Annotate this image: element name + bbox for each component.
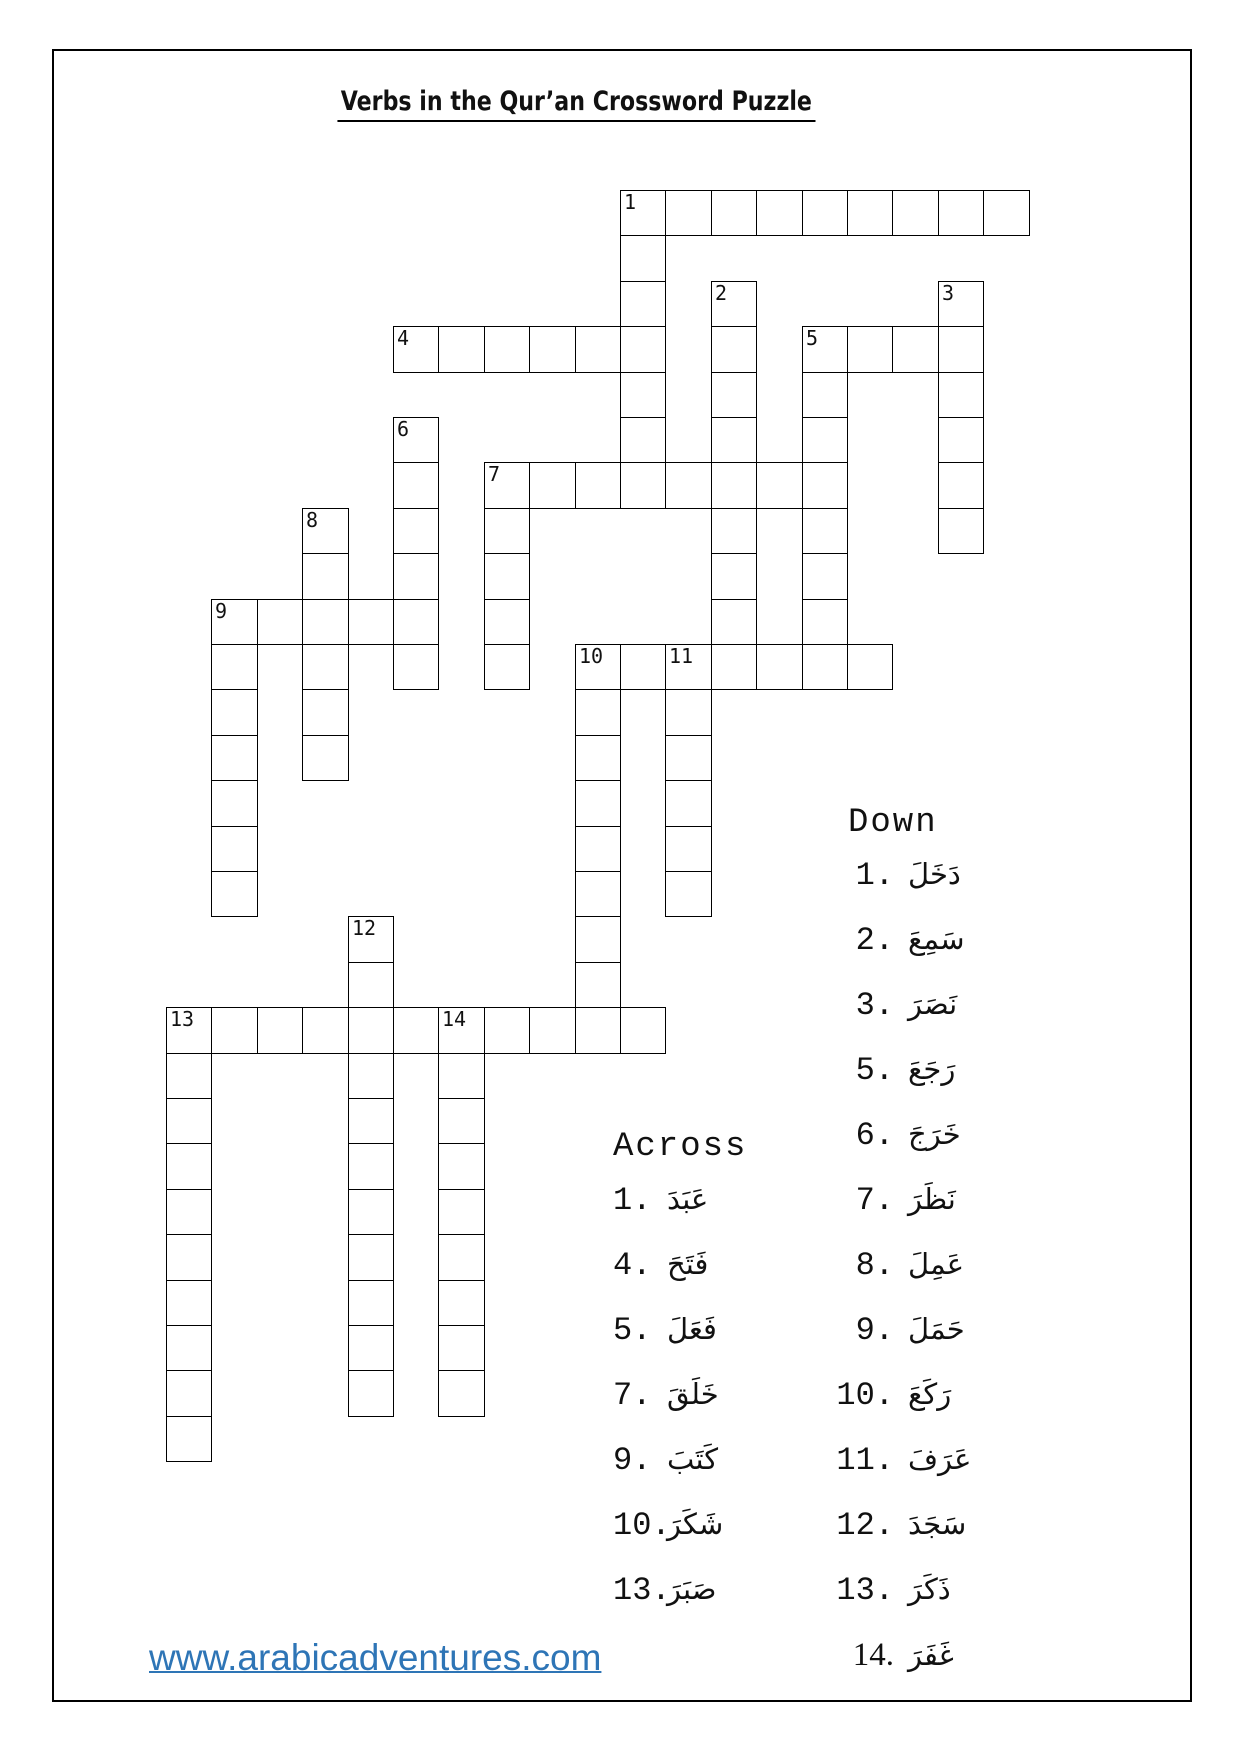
across-clue-arabic-word: فَعَلَ [667,1312,717,1346]
grid-cell [575,871,621,917]
grid-cell [393,508,439,554]
grid-cell [938,281,984,327]
across-heading: Across [613,1128,748,1166]
title-row [0,86,1152,122]
grid-cell-number: 4 [397,326,410,350]
grid-cell [665,826,712,872]
down-clue-1 [790,857,961,894]
down-clue-arabic-word: خَرَجَ [908,1117,961,1151]
grid-cell [211,735,258,781]
grid-cell [348,1280,394,1326]
grid-cell [438,1280,485,1326]
grid-cell-number: 13 [170,1007,195,1031]
across-clue-5 [613,1312,717,1349]
grid-cell [802,462,848,509]
grid-cell [983,190,1030,236]
grid-cell [302,644,349,690]
down-clue-number: 11. [836,1442,894,1479]
grid-cell [756,190,803,236]
grid-cell [348,1143,394,1190]
grid-cell [620,1007,666,1054]
grid-cell [438,1007,485,1054]
down-clue-number: 2. [855,922,894,959]
grid-cell [438,1370,485,1417]
grid-cell [484,553,530,600]
down-clue-6 [790,1117,961,1154]
grid-cell-number: 10 [579,644,604,668]
down-clue-number: 10. [836,1377,894,1414]
down-clue-13 [790,1572,951,1609]
grid-cell [802,553,848,600]
down-clue-number: 7. [855,1182,894,1219]
down-clue-2 [790,922,965,959]
grid-cell [302,735,349,781]
grid-cell [802,372,848,418]
grid-cell [348,1325,394,1371]
grid-cell [847,326,893,373]
down-clue-12 [790,1507,966,1544]
grid-cell [393,462,439,509]
grid-cell [620,235,666,282]
down-clue-number: 5. [855,1052,894,1089]
grid-cell [938,508,984,554]
grid-cell [348,599,394,645]
grid-cell [302,553,349,600]
down-clue-7 [790,1182,956,1219]
grid-cell [938,417,984,463]
grid-cell [438,1053,485,1099]
down-clue-number: 6. [855,1117,894,1154]
grid-cell [438,1325,485,1371]
down-clue-arabic-word: ذَكَرَ [908,1572,951,1606]
grid-cell [438,1189,485,1235]
grid-cell [938,190,984,236]
grid-cell [393,326,439,373]
down-clue-number: 1. [855,857,894,894]
grid-cell [665,644,712,690]
grid-cell [575,826,621,872]
down-clue-14 [790,1637,954,1674]
grid-cell [393,644,439,690]
grid-cell [211,644,258,690]
grid-cell [575,735,621,781]
grid-cell [484,1007,530,1054]
grid-cell-number: 11 [669,644,694,668]
across-clue-1 [613,1182,708,1219]
grid-cell [711,553,757,600]
grid-cell [756,644,803,690]
across-clue-number: 13. [613,1572,671,1609]
grid-cell [620,372,666,418]
across-clue-arabic-word: خَلَقَ [667,1377,719,1411]
down-clue-arabic-word: رَجَعَ [908,1052,956,1086]
down-clue-arabic-word: غَفَرَ [908,1638,954,1672]
grid-cell [575,780,621,827]
down-clue-11 [790,1442,971,1479]
grid-cell [575,326,621,373]
grid-cell [211,871,258,917]
across-clue-arabic-word: فَتَحَ [667,1247,709,1281]
down-clue-arabic-word: حَمَلَ [908,1312,965,1346]
grid-cell [348,916,394,963]
down-clue-number: 13. [836,1572,894,1609]
across-clue-arabic-word: عَبَدَ [667,1182,709,1216]
grid-cell [711,190,757,236]
down-clue-arabic-word: عَرَفَ [908,1442,972,1476]
grid-cell-number: 5 [806,326,819,350]
grid-cell [166,1189,212,1235]
grid-cell-number: 6 [397,417,410,441]
grid-cell [802,508,848,554]
grid-cell [711,508,757,554]
grid-cell [438,1234,485,1281]
grid-cell [302,508,349,554]
grid-cell [166,1280,212,1326]
down-clue-arabic-word: نَصَرَ [908,987,958,1021]
grid-cell [665,735,712,781]
down-clue-arabic-word: عَمِلَ [908,1247,965,1281]
grid-cell [665,689,712,736]
across-clue-13 [613,1572,716,1609]
grid-cell [393,417,439,463]
grid-cell [892,190,939,236]
across-clue-number: 10. [613,1507,671,1544]
across-clue-7 [613,1377,719,1414]
grid-cell [484,326,530,373]
across-clue-4 [613,1247,708,1284]
down-clue-9 [790,1312,965,1349]
grid-cell [211,780,258,827]
across-clue-number: 1. [613,1182,652,1219]
grid-cell [348,962,394,1008]
grid-cell [348,1098,394,1144]
grid-cell [620,417,666,463]
grid-cell [665,871,712,917]
grid-cell [166,1143,212,1190]
across-clue-number: 9. [613,1442,652,1479]
grid-cell [802,599,848,645]
grid-cell [438,1143,485,1190]
grid-cell [802,326,848,373]
grid-cell [348,1189,394,1235]
grid-cell [711,281,757,327]
grid-cell [484,508,530,554]
down-clue-arabic-word: رَكَعَ [908,1377,952,1411]
grid-cell [802,644,848,690]
grid-cell [711,599,757,645]
across-clue-arabic-word: صَبَرَ [667,1572,717,1606]
grid-cell [620,644,666,690]
grid-cell [620,190,666,236]
grid-cell [711,326,757,373]
grid-cell [393,1007,439,1054]
down-clue-arabic-word: سَجَدَ [908,1507,967,1541]
grid-cell [711,372,757,418]
across-clue-number: 7. [613,1377,652,1414]
down-clue-number: 12. [836,1507,894,1544]
grid-cell [302,1007,349,1054]
grid-cell [166,1325,212,1371]
down-clue-arabic-word: نَظَرَ [908,1182,956,1216]
grid-cell [166,1234,212,1281]
grid-cell [529,462,576,509]
across-clue-10 [613,1507,723,1544]
grid-cell-number: 9 [215,599,228,623]
grid-cell [620,281,666,327]
grid-cell [393,553,439,600]
grid-cell [211,689,258,736]
down-clue-number: 8. [855,1247,894,1284]
across-clue-arabic-word: كَتَبَ [667,1442,719,1476]
grid-cell [892,326,939,373]
grid-cell-number: 8 [306,508,319,532]
grid-cell [166,1416,212,1462]
down-clue-8 [790,1247,964,1284]
grid-cell [529,1007,576,1054]
grid-cell [257,599,303,645]
grid-cell [484,599,530,645]
grid-cell [166,1370,212,1417]
grid-cell [166,1007,212,1054]
grid-cell [802,190,848,236]
grid-cell [302,599,349,645]
grid-cell-number: 14 [442,1007,467,1031]
down-clue-5 [790,1052,955,1089]
grid-cell [211,826,258,872]
grid-cell [665,462,712,509]
grid-cell [302,689,349,736]
down-clue-10 [790,1377,951,1414]
across-clue-number: 5. [613,1312,652,1349]
grid-cell [711,462,757,509]
grid-cell [211,599,258,645]
grid-cell [166,1098,212,1144]
grid-cell [575,462,621,509]
grid-cell [575,1007,621,1054]
across-clue-arabic-word: شَكَرَ [667,1507,724,1541]
grid-cell [847,190,893,236]
grid-cell [711,417,757,463]
down-heading: Down [848,804,938,842]
grid-cell [711,644,757,690]
grid-cell [938,326,984,373]
grid-cell [665,190,712,236]
grid-cell [484,644,530,690]
down-clue-number: 3. [855,987,894,1024]
grid-cell [529,326,576,373]
grid-cell [802,417,848,463]
down-clue-number: 14. [852,1637,894,1673]
across-clue-9 [613,1442,718,1479]
down-clue-arabic-word: سَمِعَ [908,922,965,956]
grid-cell [166,1053,212,1099]
grid-cell [938,462,984,509]
grid-cell-number: 3 [942,281,955,305]
grid-cell [575,916,621,963]
grid-cell [620,326,666,373]
down-clue-number: 9. [855,1312,894,1349]
grid-cell [938,372,984,418]
grid-cell [756,462,803,509]
grid-cell [438,1098,485,1144]
grid-cell [575,962,621,1008]
grid-cell [575,644,621,690]
grid-cell-number: 7 [488,462,501,486]
grid-cell [393,599,439,645]
grid-cell [257,1007,303,1054]
grid-cell [348,1370,394,1417]
grid-cell [438,326,485,373]
grid-cell [847,644,893,690]
grid-cell [348,1234,394,1281]
grid-cell [665,780,712,827]
grid-cell [348,1053,394,1099]
page-title: Verbs in the Qur’an Crossword Puzzle [337,86,815,122]
down-clue-3 [790,987,957,1024]
grid-cell [484,462,530,509]
grid-cell-number: 12 [352,916,377,940]
grid-cell-number: 1 [624,190,637,214]
across-clue-number: 4. [613,1247,652,1284]
grid-cell [620,462,666,509]
grid-cell-number: 2 [715,281,728,305]
grid-cell [211,1007,258,1054]
website-link[interactable]: www.arabicadventures.com [149,1637,602,1678]
grid-cell [348,1007,394,1054]
grid-cell [575,689,621,736]
down-clue-arabic-word: دَخَلَ [908,857,961,891]
